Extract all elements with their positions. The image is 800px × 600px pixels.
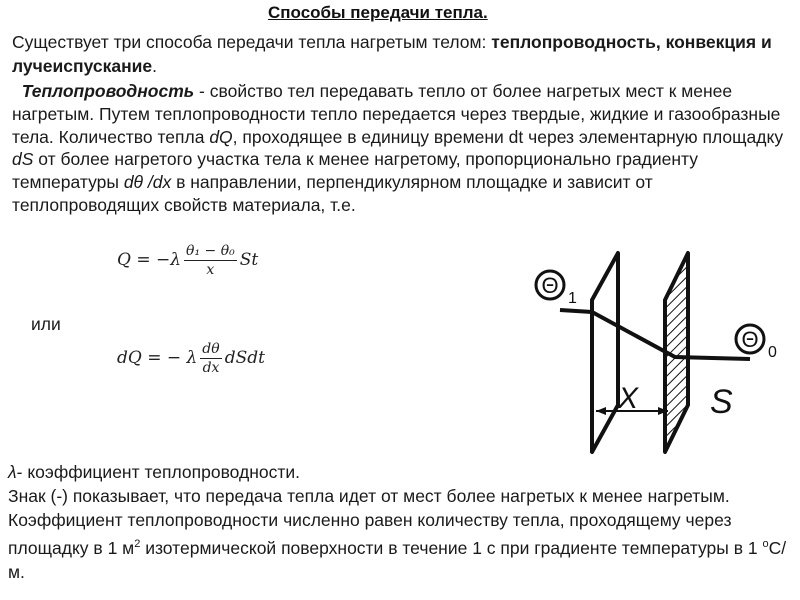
intro-methods: теплопроводность, конвекция и лучеиспускание [12,32,772,76]
theta1-symbol: Θ [541,273,559,298]
conduction-grad: dθ /dx [123,172,172,193]
formula-q-fraction [184,242,237,279]
heat-conduction-diagram [520,245,780,460]
conduction-paragraph [12,80,792,217]
bottom-paragraph [8,460,793,584]
bottom-line-3: Коэффициент теплопроводности численно равен количеству тепла, проходящему через площадку в 1 м [8,510,732,558]
conduction-text-1: - свойство тел передавать тепло от более нагретых мест к менее нагретым. Путем теплопроводности тепло передается через твердые, жидкие и газообразные тела. Количество тепла [12,81,781,147]
formula-q-numerator: θ₁ − θ₀ [186,243,235,259]
page-title: Способы передачи тепла. [268,3,488,22]
theta1-subscript: 1 [568,290,577,307]
theta0-subscript: 0 [768,344,777,361]
bottom-line-2: Знак (-) показывает, что передача тепла идет от мест более нагретых к менее нагретым. [8,486,730,506]
intro-paragraph [12,30,792,78]
formula-q-lhs: Q = −λ [117,250,182,270]
square-superscript: 2 [134,538,141,550]
formula-dq-numerator: dθ [202,341,220,357]
conduction-ds: dS [12,149,34,170]
bottom-line-3-end: С/м. [8,537,787,582]
intro-text: Существует три способа передачи тепла нагретым телом: [12,32,492,52]
formula-dq [117,340,265,377]
formula-q-rhs: St [239,250,259,270]
theta0-symbol: Θ [741,327,759,352]
degree-superscript: o [762,538,769,550]
temperature-profile-line [560,310,750,359]
formula-dq-lhs: dQ = − λ [117,348,198,368]
conduction-term: Теплопроводность [21,81,195,101]
x-label: X [617,382,639,415]
left-plate [592,253,618,452]
formula-q [117,242,258,279]
conduction-text-4: в направлении, перпендикулярном площадке и зависит от теплопроводящих свойств материала, т.е. [12,172,653,215]
bottom-line-3b: изотермической поверхности в течение 1 с при градиенте температуры в 1 [140,537,763,558]
conduction-text-2: , проходящее в единицу времени dt через элементарную площадку [232,126,784,147]
conduction-text-3: от более нагретого участка тела к менее нагретому, пропорционально градиенту температуры [12,149,699,193]
formula-dq-rhs: dSdt [224,348,265,368]
ili-text: или [31,314,61,334]
formula-q-denominator: x [206,262,215,278]
intro-end: . [152,56,158,76]
formula-dq-denominator: dx [202,360,220,376]
conduction-dq: dQ [209,126,233,147]
lambda-symbol: λ [8,462,17,482]
bottom-line-1: - коэффициент теплопроводности. [16,462,301,482]
formula-dq-fraction [200,340,221,377]
s-label: S [710,383,733,421]
